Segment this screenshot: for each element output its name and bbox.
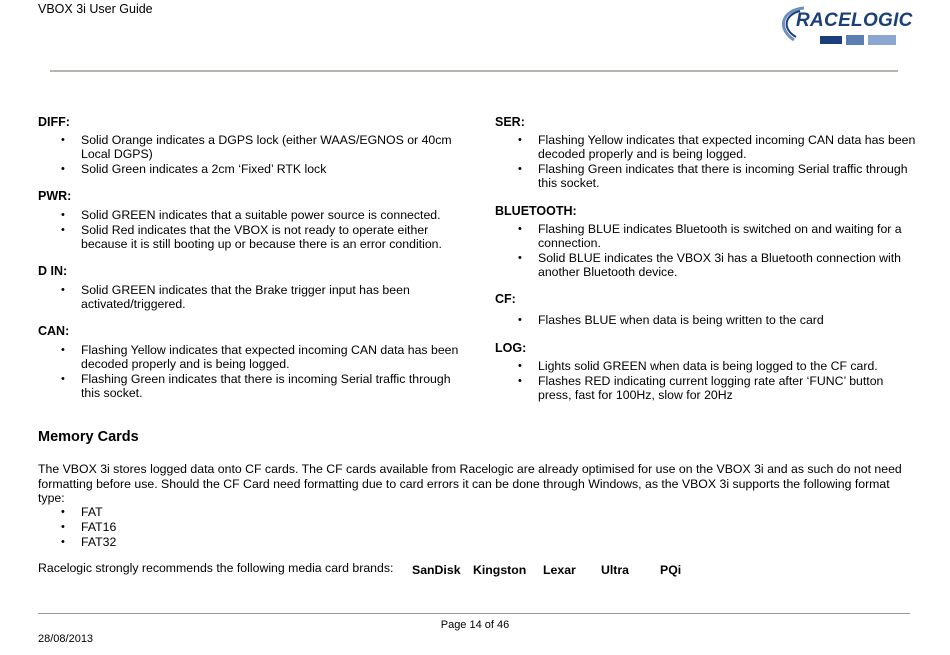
- pwr-list: [38, 208, 470, 252]
- list-item: • Flashing BLUE indicates Bluetooth is switched on and waiting for a connection.: [495, 222, 907, 250]
- can-label: CAN:: [38, 324, 70, 338]
- list-item: • Solid GREEN indicates that a suitable power source is connected.: [38, 208, 470, 222]
- din-list: [38, 283, 458, 312]
- diff-list: [38, 133, 470, 177]
- format-list: [38, 505, 238, 550]
- list-item: • Lights solid GREEN when data is being logged to the CF card.: [495, 359, 895, 373]
- header-rule: [50, 70, 898, 72]
- list-item: • Flashing Yellow indicates that expected incoming CAN data has been decoded properly and is being logged.: [495, 133, 920, 161]
- bluetooth-list: [495, 222, 907, 280]
- list-item: • Solid Red indicates that the VBOX is not ready to operate either because it is still booting up or because there is an error condition.: [38, 223, 470, 251]
- list-item: • FAT: [38, 505, 238, 519]
- diff-label: DIFF:: [38, 115, 70, 129]
- brand-ultra: Ultra: [601, 563, 630, 577]
- brand-kingston: Kingston: [473, 563, 527, 577]
- log-label: LOG:: [495, 341, 527, 355]
- racelogic-logo: [774, 2, 913, 50]
- list-item: • Solid GREEN indicates that the Brake trigger input has been activated/triggered.: [38, 283, 458, 311]
- list-item: • Solid Green indicates a 2cm ‘Fixed’ RTK lock: [38, 162, 470, 176]
- brand-pqi: PQi: [660, 563, 682, 577]
- brand-sandisk: SanDisk: [412, 563, 461, 577]
- logo-text: RACELOGIC: [796, 10, 913, 31]
- pwr-label: PWR:: [38, 189, 72, 203]
- list-item: • Flashing Yellow indicates that expected incoming CAN data has been decoded properly and is being logged.: [38, 343, 463, 371]
- page-number: Page 14 of 46: [440, 619, 510, 631]
- memory-cards-heading: Memory Cards: [38, 429, 139, 445]
- memory-cards-paragraph: The VBOX 3i stores logged data onto CF cards. The CF cards available from Racelogic are already optimised for use on the VBOX 3i and as such do not need formatting before use. Should the CF Card need formatting due to card errors it can be done through Windows, as the VBOX 3i supports the following format type:: [38, 462, 902, 505]
- footer-date: 28/08/2013: [38, 633, 94, 645]
- list-item: • Solid BLUE indicates the VBOX 3i has a Bluetooth connection with another Bluetooth device.: [495, 251, 907, 279]
- list-item: • FAT32: [38, 535, 238, 549]
- brand-lexar: Lexar: [543, 563, 576, 577]
- footer-rule: [38, 613, 910, 614]
- list-item: • Flashing Green indicates that there is incoming Serial traffic through this socket.: [38, 372, 463, 400]
- ser-list: [495, 133, 920, 191]
- list-item: • Flashes BLUE when data is being written to the card: [495, 313, 915, 327]
- bluetooth-label: BLUETOOTH:: [495, 204, 577, 218]
- list-item: • Solid Orange indicates a DGPS lock (either WAAS/EGNOS or 40cm Local DGPS): [38, 133, 470, 161]
- brands-label: Racelogic strongly recommends the following media card brands:: [38, 561, 394, 575]
- din-label: D IN:: [38, 264, 68, 278]
- document-title: VBOX 3i User Guide: [38, 2, 153, 16]
- list-item: • FAT16: [38, 520, 238, 534]
- list-item: • Flashing Green indicates that there is incoming Serial traffic through this socket.: [495, 162, 920, 190]
- cf-list: [495, 313, 915, 328]
- list-item: • Flashes RED indicating current logging rate after ‘FUNC’ button press, fast for 100Hz, slow for 20Hz: [495, 374, 895, 402]
- ser-label: SER:: [495, 115, 525, 129]
- cf-label: CF:: [495, 292, 516, 306]
- can-list: [38, 343, 463, 401]
- log-list: [495, 359, 895, 403]
